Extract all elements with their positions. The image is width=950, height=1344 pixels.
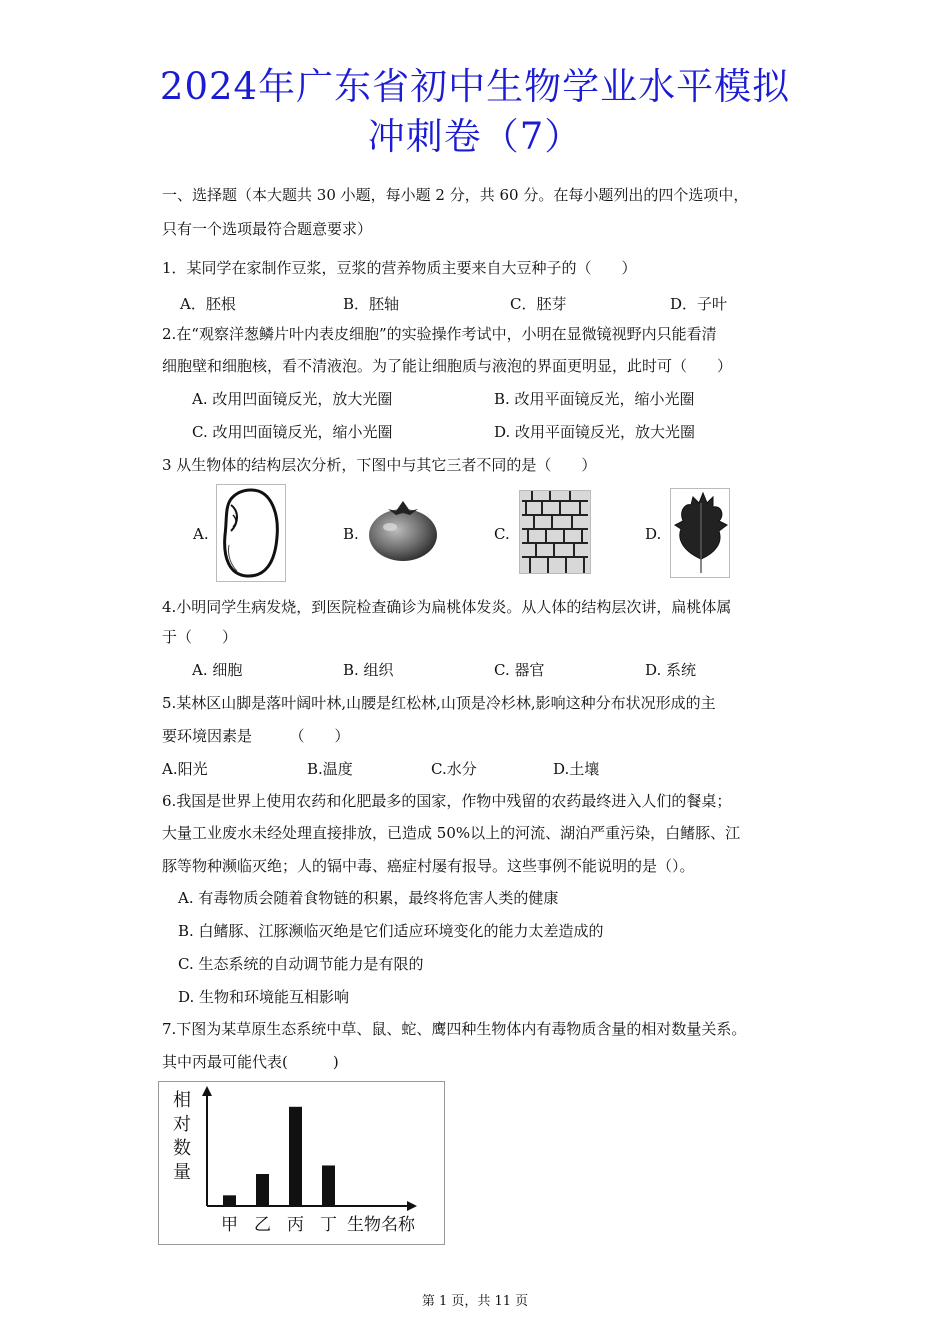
page-title-line1: 2024年广东省初中生物学业水平模拟 (159, 65, 791, 108)
q6-option-a: A. 有毒物质会随着食物链的积累，最终将危害人类的健康 (178, 889, 559, 907)
bar-甲 (223, 1195, 236, 1206)
tomato-icon (366, 497, 440, 563)
bar-chart (159, 1082, 444, 1244)
x-axis-arrow (407, 1201, 417, 1211)
q3-label-d: D. (645, 525, 662, 543)
q6-option-b: B. 白鳍豚、江豚濒临灭绝是它们适应环境变化的能力太差造成的 (178, 922, 604, 940)
q4-option-c: C. 器官 (494, 661, 545, 679)
q5-stem-line2: 要环境因素是 （ ） (162, 727, 350, 745)
q2-option-b: B. 改用平面镜反光，缩小光圈 (494, 390, 695, 408)
q1-stem: 1．某同学在家制作豆浆，豆浆的营养物质主要来自大豆种子的（ ） (162, 259, 637, 277)
seed-image (216, 484, 286, 582)
category-label-丁: 丁 (320, 1215, 337, 1235)
q6-stem-line1: 6.我国是世界上使用农药和化肥最多的国家，作物中残留的农药最终进入人们的餐桌； (162, 792, 732, 810)
y-axis-arrow (202, 1086, 212, 1096)
q3-label-c: C. (494, 525, 510, 543)
y-axis-label (173, 1090, 191, 1183)
q1-option-d: D．子叶 (670, 295, 728, 313)
q5-option-a: A.阳光 (162, 760, 208, 778)
q6-option-d: D. 生物和环境能互相影响 (178, 988, 350, 1006)
q6-stem-line2: 大量工业废水未经处理直接排放，已造成 50%以上的河流、湖泊严重污染，白鳍豚、江 (162, 824, 741, 842)
onion-cells-image (519, 490, 591, 574)
bar-丁 (322, 1165, 335, 1206)
q6-option-c: C. 生态系统的自动调节能力是有限的 (178, 955, 424, 973)
y-axis-label-text: 相对数量 (173, 1090, 191, 1183)
leaf-image (670, 488, 730, 578)
q6-stem-line3: 豚等物种濒临灭绝；人的镉中毒、癌症村屡有报导。这些事例不能说明的是（）。 (162, 857, 695, 875)
q1-option-c: C．胚芽 (510, 295, 567, 313)
q3-label-a: A. (193, 525, 209, 543)
category-labels (221, 1215, 337, 1235)
x-axis-label: 生物名称 (347, 1215, 415, 1235)
cell-tissue-icon (520, 491, 590, 573)
toxin-chart (158, 1081, 445, 1245)
q2-option-d: D. 改用平面镜反光，放大光圈 (494, 423, 696, 441)
q4-option-d: D. 系统 (645, 661, 697, 679)
q7-stem-line2: 其中丙最可能代表( ) (162, 1053, 339, 1071)
q1-option-b: B．胚轴 (343, 295, 400, 313)
q4-stem-line1: 4.小明同学生病发烧，到医院检查确诊为扁桃体发炎。从人体的结构层次讲，扁桃体属 (162, 598, 732, 616)
bars (223, 1107, 335, 1206)
q5-stem-line1: 5.某林区山脚是落叶阔叶林,山腰是红松林,山顶是冷杉林,影响这种分布状况形成的主 (162, 694, 716, 712)
q4-option-a: A. 细胞 (192, 661, 243, 679)
leaf-icon (671, 489, 729, 577)
bar-丙 (289, 1107, 302, 1206)
q2-option-a: A. 改用凹面镜反光，放大光圈 (192, 390, 393, 408)
q5-option-d: D.土壤 (553, 760, 600, 778)
category-label-丙: 丙 (287, 1215, 304, 1235)
tomato-image (365, 496, 441, 564)
q4-stem-line2: 于（ ） (162, 628, 238, 646)
category-label-乙: 乙 (254, 1215, 271, 1235)
section-heading-line2: 只有一个选项最符合题意要求） (162, 220, 373, 238)
bean-seed-icon (217, 485, 285, 581)
q4-option-b: B. 组织 (343, 661, 394, 679)
q2-stem-line1: 2.在“观察洋葱鳞片叶内表皮细胞”的实验操作考试中，小明在显微镜视野内只能看清 (162, 325, 717, 343)
q2-option-c: C. 改用凹面镜反光，缩小光圈 (192, 423, 393, 441)
page-footer: 第 1 页，共 11 页 (421, 1294, 529, 1309)
q3-stem: 3 从生物体的结构层次分析，下图中与其它三者不同的是（ ） (162, 456, 597, 474)
section-heading-line1: 一、选择题（本大题共 30 小题，每小题 2 分，共 60 分。在每小题列出的四个选项中， (162, 186, 749, 204)
q1-option-a: A．胚根 (180, 295, 236, 313)
q3-label-b: B. (343, 525, 359, 543)
q2-stem-line2: 细胞壁和细胞核，看不清液泡。为了能让细胞质与液泡的界面更明显，此时可（ ） (162, 357, 733, 375)
category-label-甲: 甲 (221, 1215, 238, 1235)
q5-option-b: B.温度 (307, 760, 353, 778)
bar-乙 (256, 1174, 269, 1206)
q5-option-c: C.水分 (431, 760, 477, 778)
q7-stem-line1: 7.下图为某草原生态系统中草、鼠、蛇、鹰四种生物体内有毒物质含量的相对数量关系。 (162, 1020, 747, 1038)
page-title-line2: 冲刺卷（7） (367, 115, 583, 158)
